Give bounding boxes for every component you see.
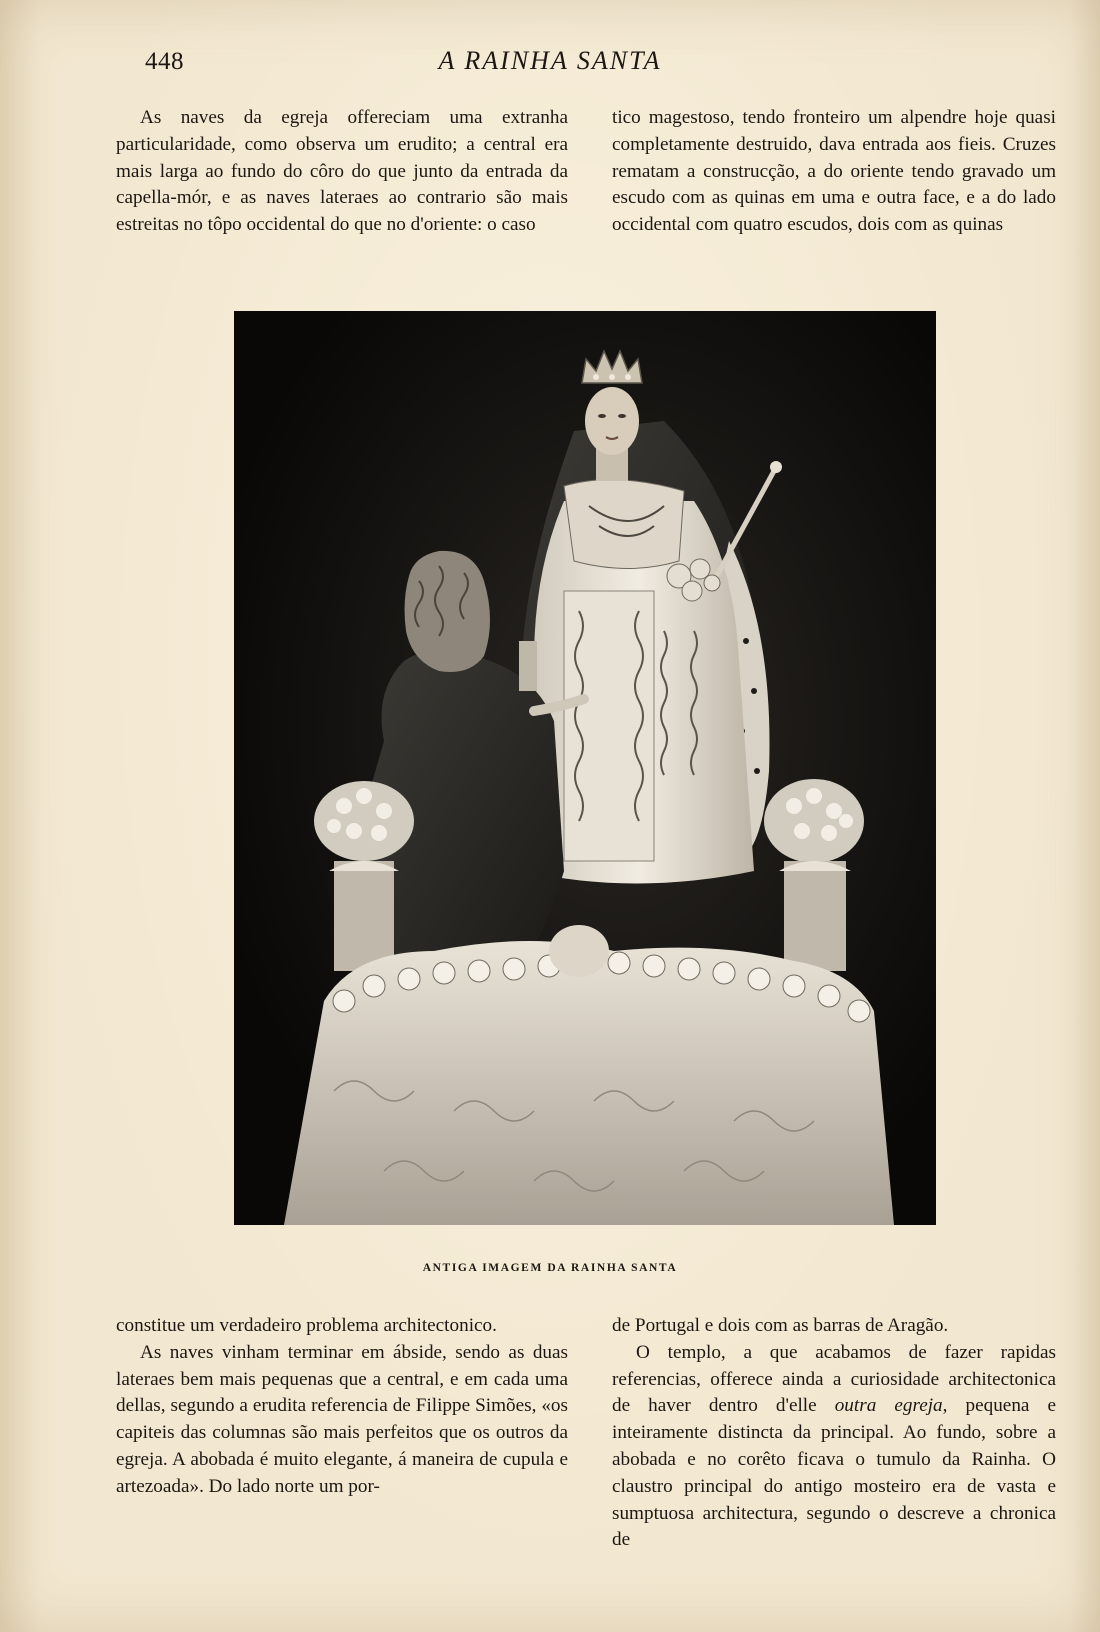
paragraph: As naves da egreja offereciam uma extranha particularidade, como observa um erudito; a central era mais larga ao fundo do côro do que junto da entrada da capella-mór, e as naves lateraes ao contrario são mais estreitas no tôpo occidental do que no d'oriente: o caso [116,107,568,236]
paragraph: constitue um verdadeiro problema architectonico. [116,1315,497,1336]
jar [519,641,537,691]
italic-phrase: outra egreja [834,1395,943,1417]
running-title: A RAINHA SANTA [438,46,662,75]
bodice [564,480,684,569]
text-column-top-right [612,105,1056,239]
text-column-top-left [116,105,568,239]
photograph-plate [234,311,936,1225]
paragraph [612,1340,1056,1554]
kneeling-figure-hair [405,551,490,672]
paragraph: As naves vinham terminar em ábside, sendo as duas lateraes bem mais pequenas que a central, e em cada uma dellas, segundo a erudita referencia de Filippe Simões, «os capiteis das columnas são mais perfeitos que os outros da egreja. A abobada é muito elegante, á maneira de cupula e artezoada». Do lado norte um por- [116,1341,568,1497]
figure-caption: ANTIGA IMAGEM DA RAINHA SANTA [422,1262,678,1274]
paragraph: tico magestoso, tendo fronteiro um alpendre hoje quasi completamente destruido, dava entrada aos fieis. Cruzes rematam a construcção, a do oriente tendo gravado um escudo com as quinas em uma e outra face, e a do lado occidental com quatro escudos, dois com as quinas [612,107,1056,236]
page-number: 448 [145,48,184,75]
text-span: O templo, a que acabamos de fazer rapidas referencias, offerece ainda a curiosidade architectonica de haver dentro d'elle [612,1341,1056,1417]
statue-photograph [234,311,936,1225]
text-span: , pequena e inteiramente distincta da principal. Ao fundo, sobre a abobada e no corêto ficava o tumulo da Rainha. O claustro principal do antigo mosteiro era de vasta e sumptuosa architectura, segundo o descreve a chronica de [612,1395,1057,1551]
text-column-bottom-left [116,1313,568,1501]
queen-face [585,387,639,455]
text-column-bottom-right [612,1313,1056,1554]
paragraph: de Portugal e dois com as barras de Aragão. [612,1315,949,1336]
cherub [549,925,609,977]
